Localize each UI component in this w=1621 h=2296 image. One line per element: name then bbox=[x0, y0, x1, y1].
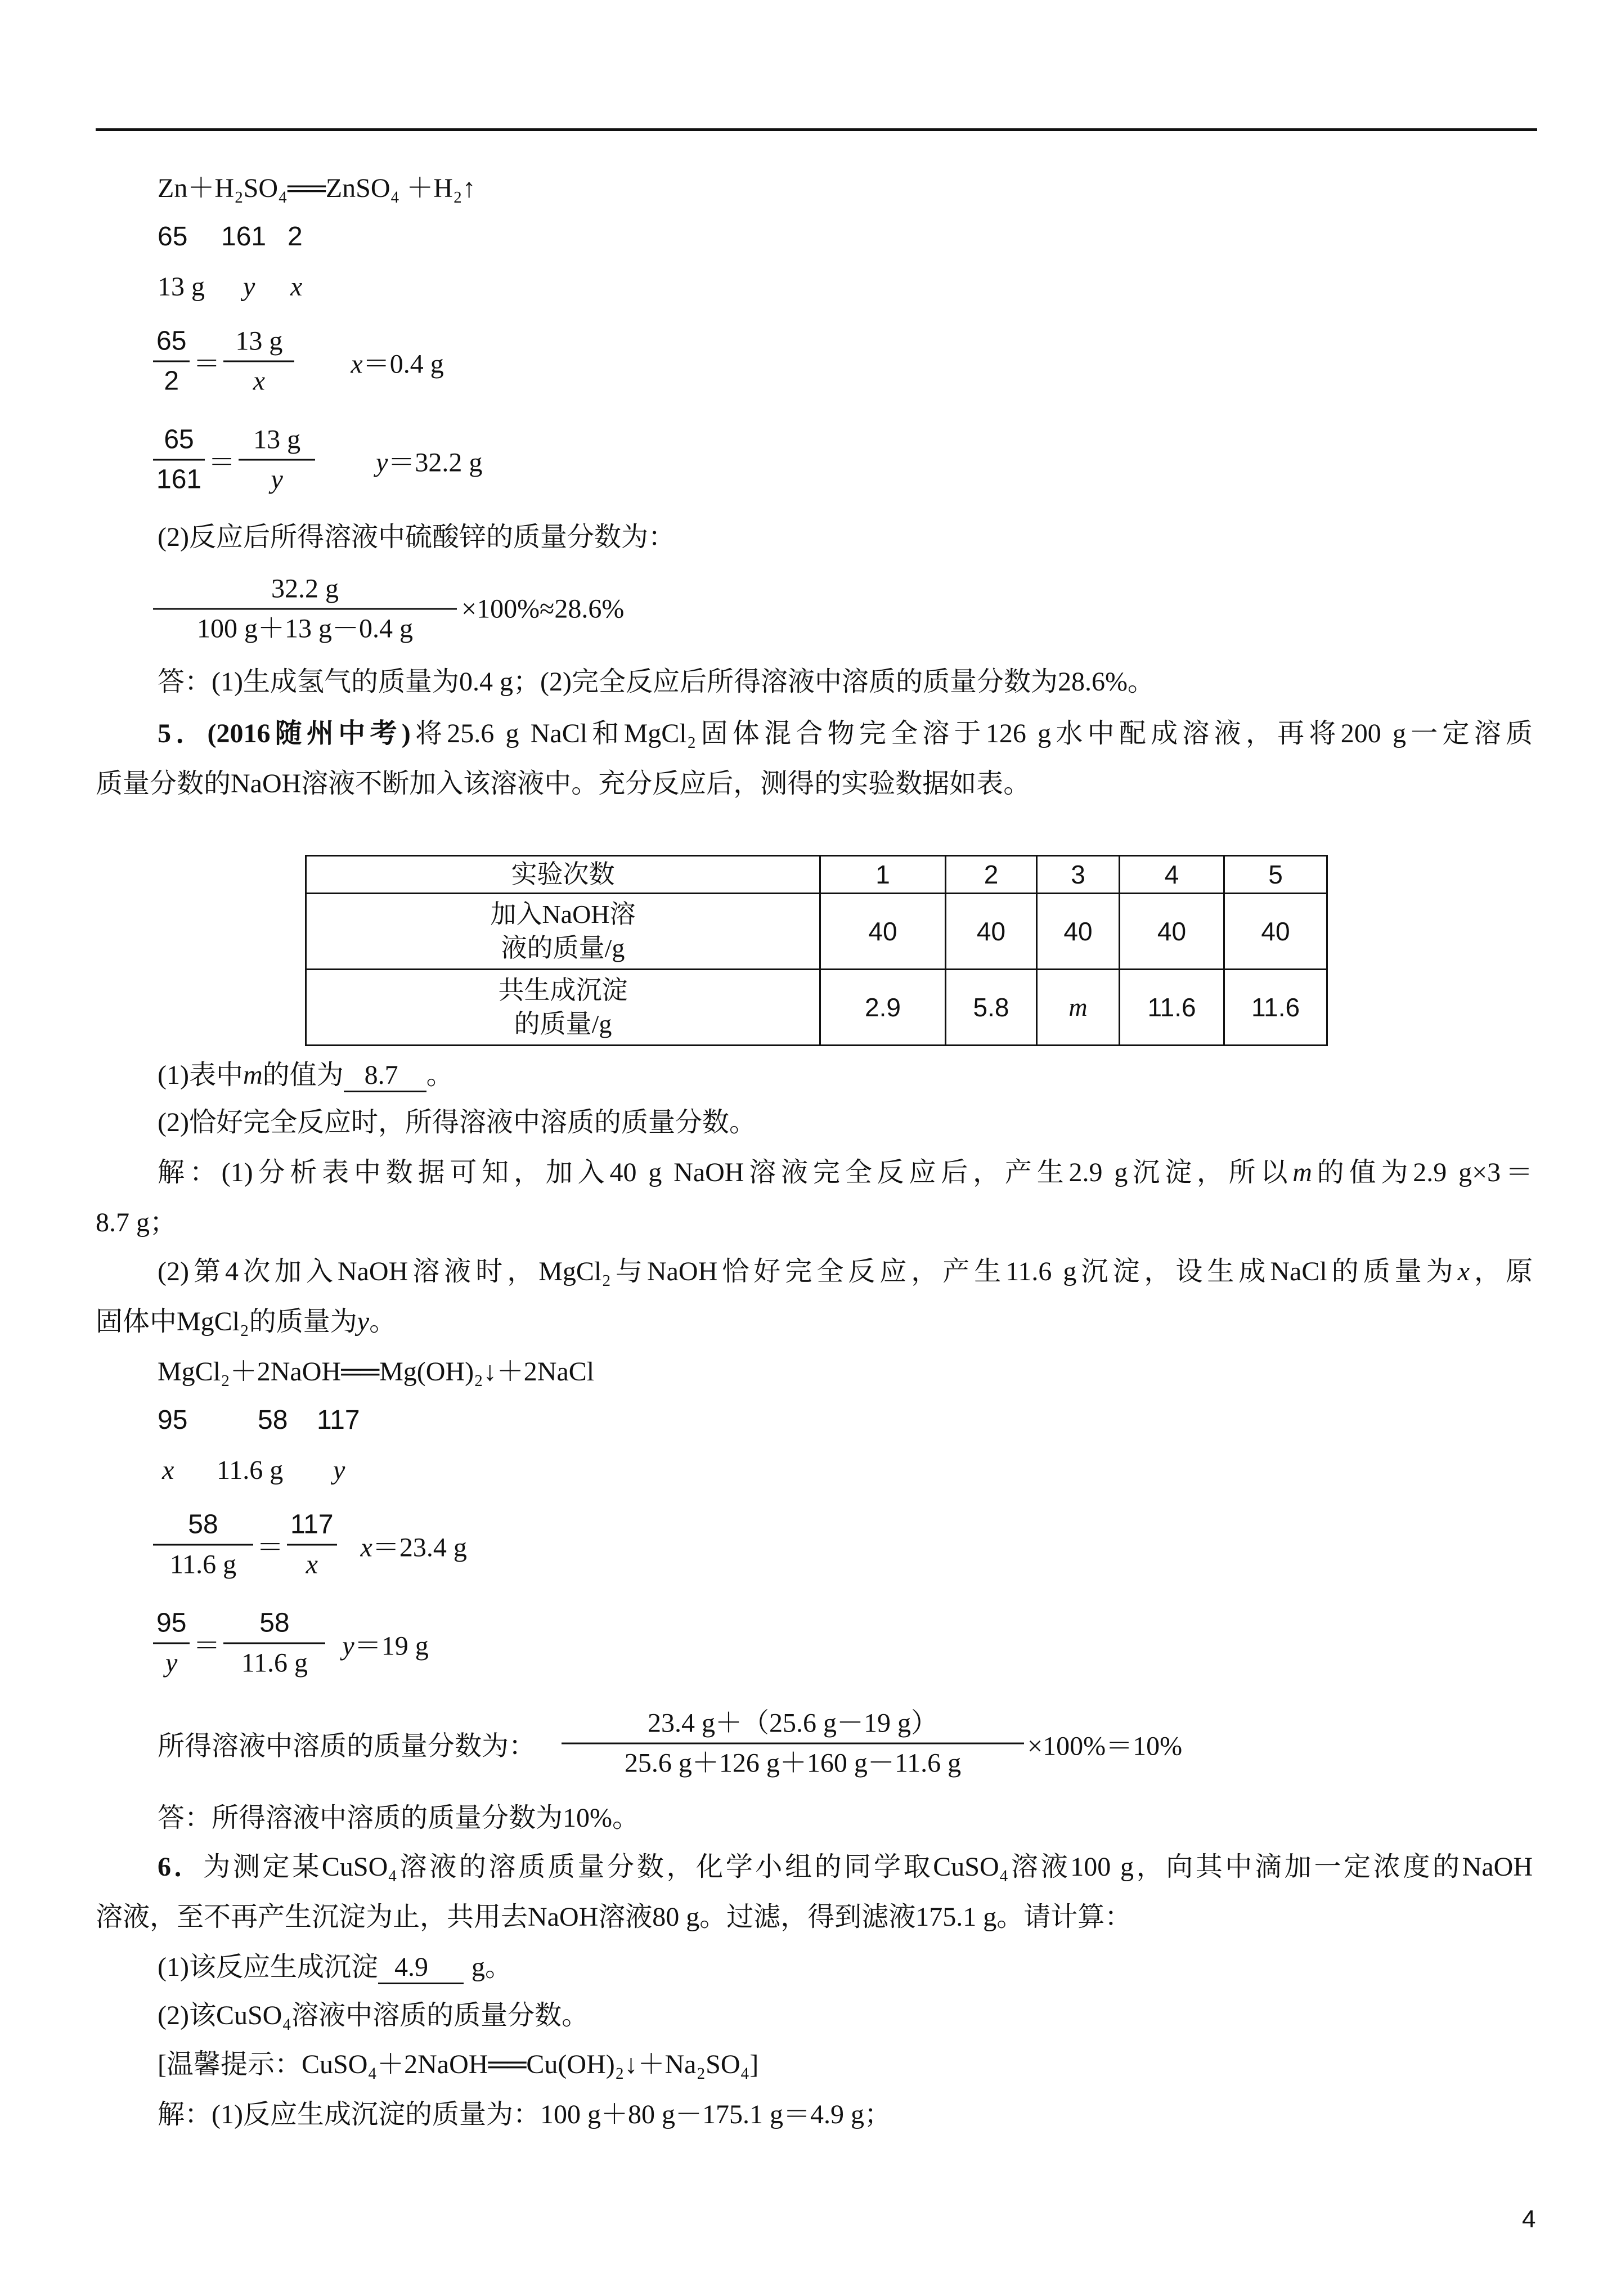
fraction bbox=[153, 572, 457, 646]
table-cell: 11.6 bbox=[1120, 970, 1224, 1046]
sub-question-end: g。 bbox=[471, 1952, 512, 1982]
numerator: 117 bbox=[287, 1508, 337, 1546]
q6-solution-line1: 解：(1)反应生成沉淀的质量为：100 g＋80 g－175.1 g＝4.9 g； bbox=[158, 2100, 891, 2129]
q6-stem-line2: 溶液，至不再产生沉淀为止，共用去NaOH溶液80 g。过滤，得到滤液175.1 g。请计算： bbox=[96, 1902, 1132, 1932]
solution-text: (2)第4次加入NaOH溶液时，MgCl₂与NaOH恰好完全反应，产生11.6 g沉淀，设生成NaCl的质量为 bbox=[158, 1257, 1458, 1286]
denominator: 11.6 g bbox=[169, 1549, 237, 1580]
q5-variable-x: x bbox=[162, 1455, 174, 1485]
q4-actual-mass-zn: 13 g bbox=[158, 272, 205, 302]
q5-mass-fraction-calculation bbox=[158, 1707, 1182, 1781]
solution-text: 的值为2.9 g×3＝ bbox=[1312, 1158, 1533, 1187]
result-variable: y bbox=[376, 447, 388, 478]
q5-relative-mass-nacl: 117 bbox=[317, 1405, 360, 1435]
q5-reaction-equation: MgCl₂＋2NaOH══Mg(OH)₂↓＋2NaCl bbox=[158, 1357, 595, 1387]
table-cell: 5.8 bbox=[946, 970, 1037, 1046]
result-variable: x bbox=[360, 1532, 372, 1563]
q5-solution-line2: 8.7 g； bbox=[96, 1208, 177, 1237]
denominator: 161 bbox=[156, 464, 202, 495]
solution-text: 固体中MgCl₂的质量为 bbox=[96, 1307, 357, 1337]
denominator: y bbox=[271, 464, 283, 495]
q4-relative-mass-h2: 2 bbox=[288, 222, 303, 252]
table-cell: 11.6 bbox=[1224, 970, 1327, 1046]
q4-variable-y: y bbox=[243, 272, 255, 302]
q4-relative-mass-znso4: 161 bbox=[221, 222, 267, 252]
q5-relative-mass-mgoh2: 58 bbox=[258, 1405, 288, 1435]
q5-actual-mass-precipitate: 11.6 g bbox=[217, 1455, 284, 1485]
table-row bbox=[306, 970, 1327, 1046]
fraction bbox=[239, 423, 315, 497]
numerator: 58 bbox=[153, 1508, 253, 1546]
numerator: 23.4 g＋（25.6 g－19 g） bbox=[562, 1707, 1024, 1745]
fraction bbox=[287, 1508, 337, 1582]
proportion-result bbox=[361, 1526, 467, 1564]
equals-sign: ＝ bbox=[193, 349, 221, 379]
numerator: 32.2 g bbox=[153, 572, 457, 610]
numerator: 58 bbox=[223, 1607, 325, 1644]
denominator: x bbox=[306, 1549, 318, 1580]
q6-sub-question-2: (2)该CuSO₄溶液中溶质的质量分数。 bbox=[158, 2001, 589, 2030]
q5-solution-line3 bbox=[158, 1254, 1533, 1290]
table-cell: 40 bbox=[820, 894, 946, 970]
q5-stem-line1 bbox=[158, 716, 1533, 752]
fraction bbox=[153, 1607, 190, 1680]
q5-stem-line2: 质量分数的NaOH溶液不断加入该溶液中。充分反应后，测得的实验数据如表。 bbox=[96, 769, 1031, 799]
result-variable: x bbox=[351, 349, 363, 379]
question-number: 5．(2016随州中考) bbox=[158, 719, 411, 748]
denominator: 100 g＋13 g－0.4 g bbox=[196, 613, 413, 644]
table-header-row bbox=[306, 856, 1327, 894]
q5-stem-text: 将25.6 g NaCl和MgCl₂固体混合物完全溶于126 g水中配成溶液，再将200 g一定溶质 bbox=[410, 719, 1533, 748]
proportion-result bbox=[376, 441, 482, 479]
q4-relative-mass-zn: 65 bbox=[158, 222, 188, 252]
result-value: ＝19 g bbox=[354, 1631, 429, 1661]
table-row-label bbox=[306, 894, 820, 970]
solution-text: 。 bbox=[369, 1307, 397, 1337]
q4-proportion-x bbox=[153, 325, 444, 398]
sub-question-text: (1)表中 bbox=[158, 1060, 243, 1090]
q5-proportion-y bbox=[153, 1607, 429, 1680]
result-value: ＝32.2 g bbox=[388, 447, 483, 478]
answer-blank: 8.7 bbox=[344, 1060, 426, 1092]
table-row-label-line: 的质量/g bbox=[514, 1010, 612, 1038]
q6-sub-question-1 bbox=[158, 1949, 512, 1985]
result-value: ＝23.4 g bbox=[372, 1532, 467, 1563]
q5-relative-mass-mgcl2: 95 bbox=[158, 1405, 188, 1435]
numerator: 65 bbox=[153, 325, 190, 362]
variable-m: m bbox=[243, 1060, 263, 1090]
table-header-cell: 4 bbox=[1120, 856, 1224, 894]
denominator: x bbox=[253, 366, 266, 396]
q5-solution-line1 bbox=[158, 1155, 1533, 1191]
denominator: 11.6 g bbox=[241, 1648, 308, 1678]
fraction bbox=[153, 423, 205, 497]
table-header-cell: 实验次数 bbox=[306, 856, 820, 894]
q4-part2-prompt: (2)反应后所得溶液中硫酸锌的质量分数为： bbox=[158, 522, 675, 552]
q5-proportion-x bbox=[153, 1508, 467, 1582]
result-value: ＝0.4 g bbox=[362, 349, 444, 379]
question-number: 6． bbox=[158, 1852, 204, 1882]
sub-question-text: (1)该反应生成沉淀 bbox=[158, 1952, 378, 1982]
table-cell: 40 bbox=[1120, 894, 1224, 970]
q5-sub-question-2: (2)恰好完全反应时，所得溶液中溶质的质量分数。 bbox=[158, 1107, 756, 1137]
numerator: 65 bbox=[153, 423, 205, 461]
table-header-cell: 5 bbox=[1224, 856, 1327, 894]
calculation-tail: ×100%＝10% bbox=[1027, 1731, 1183, 1761]
q5-sub-question-1 bbox=[158, 1057, 453, 1093]
answer-blank: 4.9 bbox=[378, 1952, 464, 1984]
table-cell: 40 bbox=[946, 894, 1037, 970]
header-rule bbox=[96, 128, 1537, 131]
q4-variable-x: x bbox=[290, 272, 303, 302]
q6-stem-line1 bbox=[158, 1849, 1533, 1885]
numerator: 13 g bbox=[239, 423, 315, 461]
q6-stem-text: 为测定某CuSO₄溶液的溶质质量分数，化学小组的同学取CuSO₄溶液100 g，向其中滴加一定浓度的NaOH bbox=[203, 1852, 1533, 1882]
fraction bbox=[223, 325, 294, 398]
denominator: 25.6 g＋126 g＋160 g－11.6 g bbox=[624, 1748, 962, 1778]
q5-solution-line4 bbox=[96, 1304, 396, 1340]
fraction bbox=[223, 1607, 325, 1680]
q5-variable-y: y bbox=[333, 1455, 345, 1485]
experiment-data-table bbox=[305, 855, 1328, 1046]
q4-proportion-y bbox=[153, 423, 482, 497]
equals-sign: ＝ bbox=[193, 1631, 221, 1661]
result-variable: y bbox=[342, 1631, 354, 1661]
solution-text: ，原 bbox=[1470, 1257, 1533, 1286]
solution-text: 解：(1)分析表中数据可知，加入40 g NaOH溶液完全反应后，产生2.9 g沉淀，所以 bbox=[158, 1158, 1293, 1187]
proportion-result bbox=[351, 342, 443, 381]
q6-hint: [温馨提示：CuSO₄＋2NaOH══Cu(OH)₂↓＋Na₂SO₄] bbox=[158, 2050, 759, 2079]
table-row-label bbox=[306, 970, 820, 1046]
table-row-label-line: 液的质量/g bbox=[501, 934, 625, 962]
variable-y: y bbox=[357, 1307, 370, 1337]
table-row bbox=[306, 894, 1327, 970]
sub-question-text: 的值为 bbox=[262, 1060, 344, 1090]
numerator: 95 bbox=[153, 1607, 190, 1644]
table-cell: m bbox=[1037, 970, 1120, 1046]
q4-part2-calculation bbox=[153, 572, 624, 646]
table-header-cell: 2 bbox=[946, 856, 1037, 894]
fraction bbox=[153, 325, 190, 398]
q4-answer: 答：(1)生成氢气的质量为0.4 g；(2)完全反应后所得溶液中溶质的质量分数为28.6%。 bbox=[158, 667, 1155, 697]
denominator: 2 bbox=[164, 366, 179, 396]
table-cell: 40 bbox=[1224, 894, 1327, 970]
numerator: 13 g bbox=[223, 325, 294, 362]
page-number: 4 bbox=[1522, 2205, 1536, 2233]
variable-x: x bbox=[1457, 1257, 1470, 1286]
calculation-tail: ×100%≈28.6% bbox=[461, 594, 625, 624]
fraction bbox=[562, 1707, 1024, 1781]
proportion-result bbox=[342, 1624, 428, 1663]
table-cell: 40 bbox=[1037, 894, 1120, 970]
equals-sign: ＝ bbox=[257, 1532, 284, 1563]
table-header-cell: 3 bbox=[1037, 856, 1120, 894]
equals-sign: ＝ bbox=[208, 447, 236, 478]
table-cell: 2.9 bbox=[820, 970, 946, 1046]
q5-answer: 答：所得溶液中溶质的质量分数为10%。 bbox=[158, 1803, 639, 1833]
denominator: y bbox=[165, 1648, 178, 1678]
variable-m: m bbox=[1292, 1158, 1312, 1187]
table-row-label-line: 共生成沉淀 bbox=[498, 976, 628, 1004]
q4-reaction-equation: Zn＋H₂SO₄══ZnSO₄ ＋H₂↑ bbox=[158, 173, 476, 203]
table-row-label-line: 加入NaOH溶 bbox=[490, 900, 636, 929]
calculation-label: 所得溶液中溶质的质量分数为： bbox=[158, 1731, 536, 1761]
table-header-cell: 1 bbox=[820, 856, 946, 894]
sub-question-end: 。 bbox=[426, 1060, 453, 1090]
fraction bbox=[153, 1508, 253, 1582]
